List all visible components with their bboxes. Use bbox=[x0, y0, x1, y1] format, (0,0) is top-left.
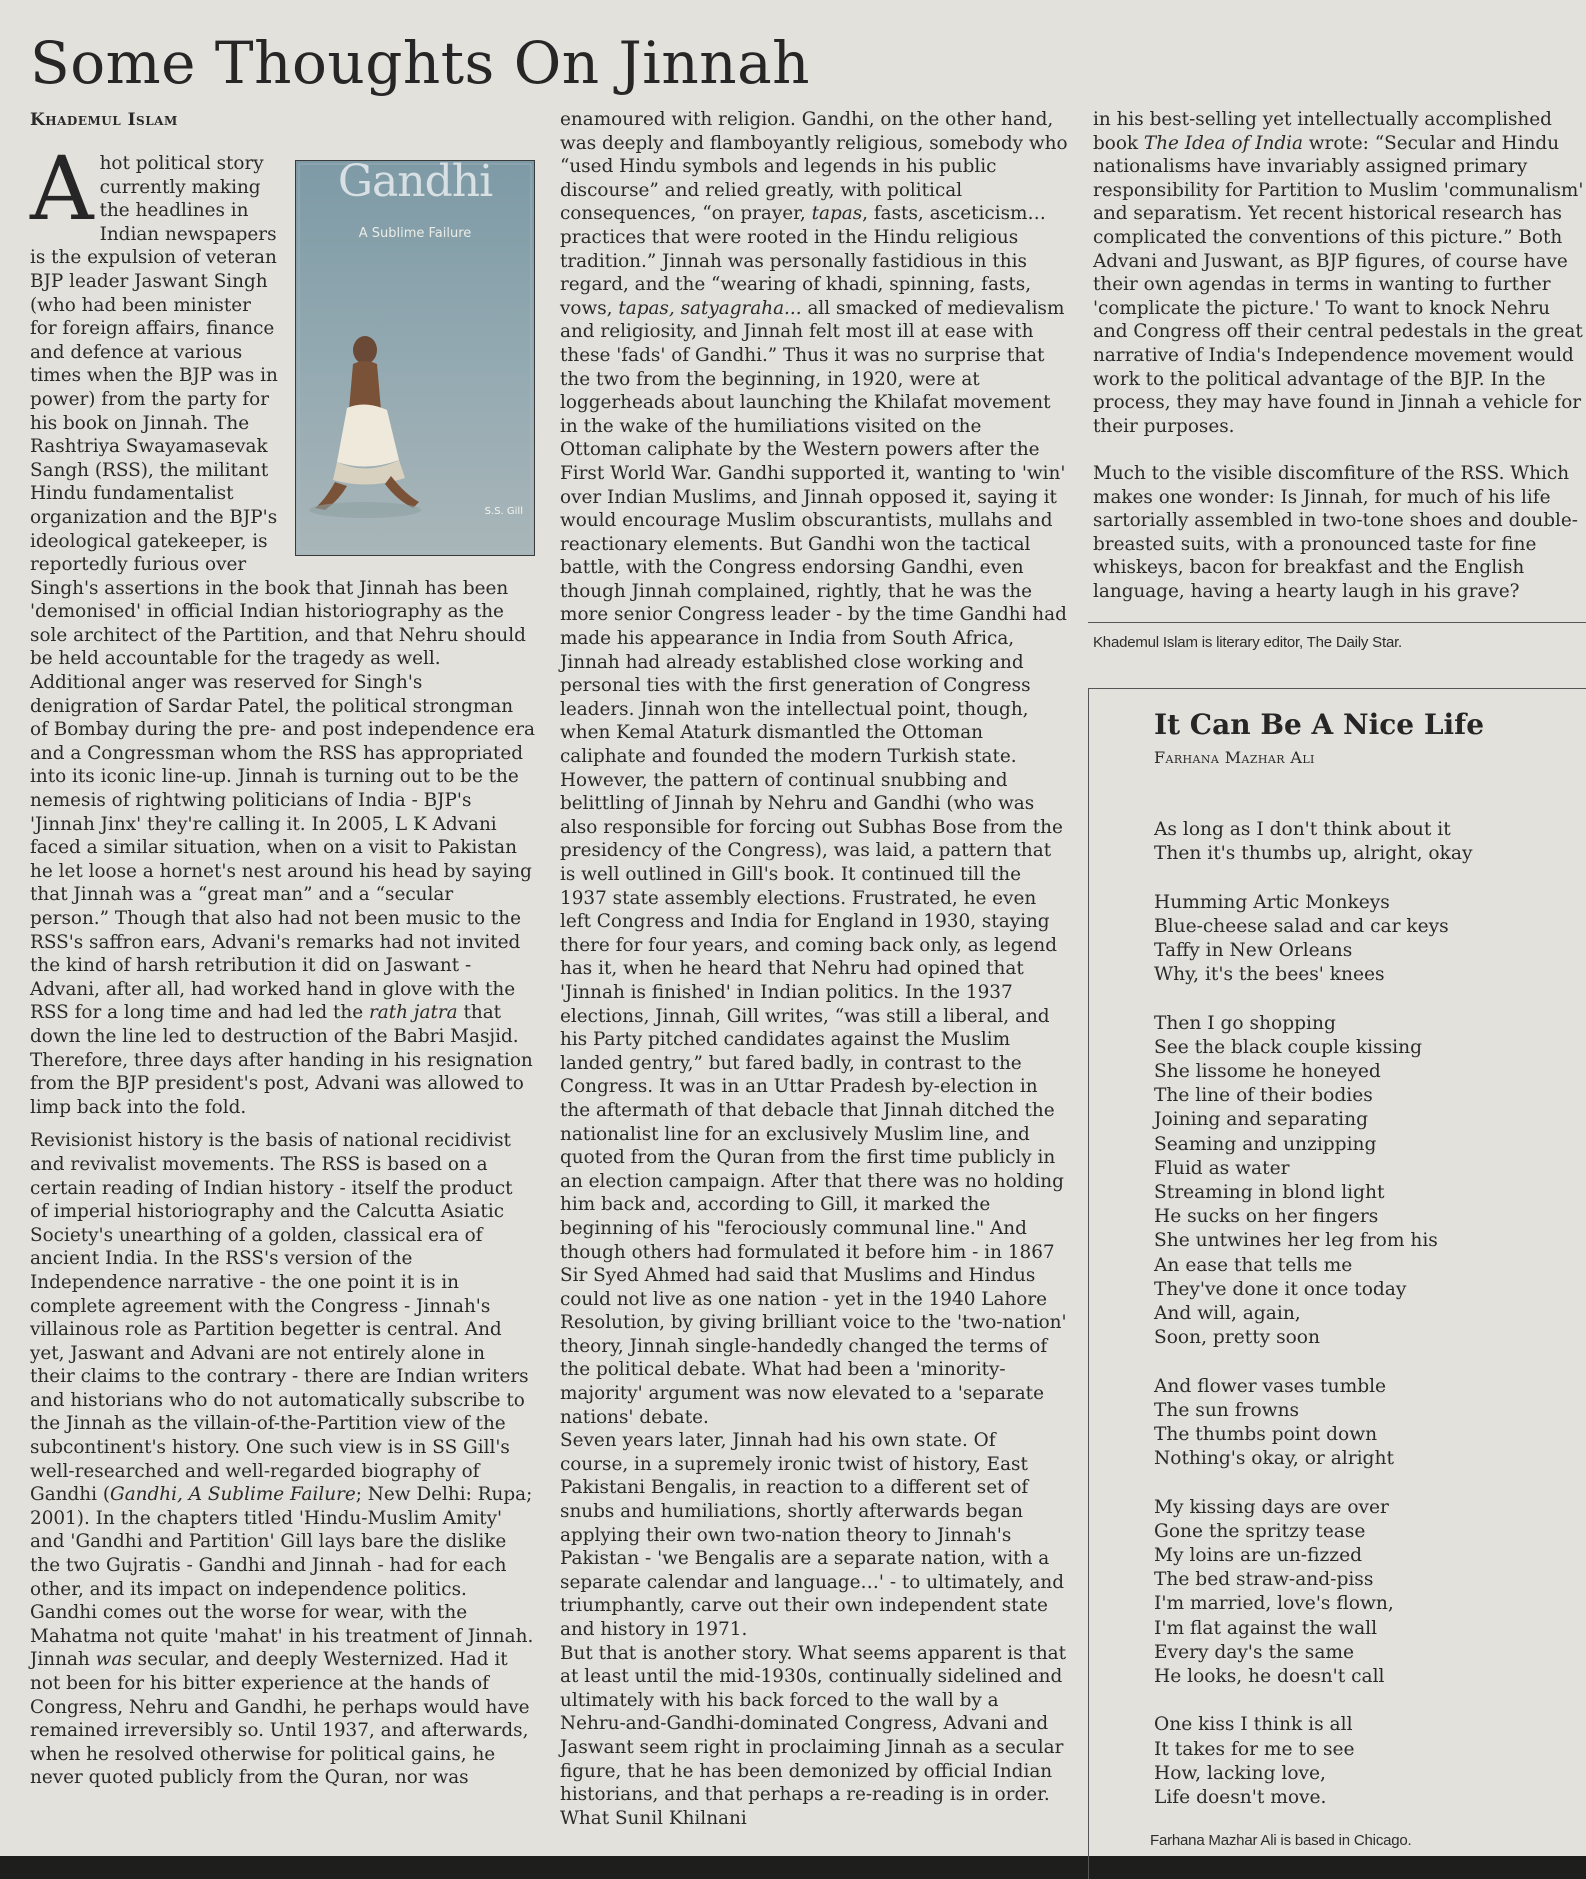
article-column-2 bbox=[560, 108, 1068, 1830]
poem-line: Taffy in New Orleans bbox=[1154, 940, 1353, 961]
article-paragraph: in his best-selling yet intellectually accomplished book The Idea of India wrote: “Secular and Hindu nationalisms have invariably assigned primary responsibility for Partition to Muslim 'communalism' and separatism. Yet recent historical research has complicated the conventions of this picture.” Both Advani and Juswant, as BJP figures, of course have their own agendas in terms in wanting to further 'complicate the picture.' To want to knock Nehru and Congress off their central pedestals in the great narrative of India's Independence movement would work to the political advantage of the BJP. In the process, they may have found in Jinnah a vehicle for their purposes. bbox=[1093, 109, 1584, 437]
poem-stanza bbox=[1154, 1496, 1574, 1690]
poem-line: My loins are un-fizzed bbox=[1154, 1545, 1362, 1567]
poem-line: The sun frowns bbox=[1154, 1399, 1300, 1421]
article-column-3 bbox=[1093, 108, 1586, 603]
poem-line: Fluid as water bbox=[1154, 1157, 1290, 1179]
book-cover-subtitle: A Sublime Failure bbox=[358, 226, 472, 241]
poem-line: And will, again, bbox=[1154, 1303, 1301, 1325]
article-byline: Khademul Islam bbox=[30, 110, 178, 130]
poem-line: How, lacking love, bbox=[1154, 1762, 1326, 1784]
poem-stanza bbox=[1154, 1012, 1574, 1351]
poem-line: An ease that tells me bbox=[1154, 1254, 1353, 1276]
poem-line: The thumbs point down bbox=[1154, 1424, 1378, 1446]
article-paragraph: Revisionist history is the basis of national recidivist and revivalist movements. The RSS is based on a certain reading of Indian history - itself the product of imperial historiography and the Calcutta Asiatic Society's unearthing of a golden, classical era of ancient India. In the RSS's version of the Independence narrative - the one point it is in complete agreement with the Congress - Jinnah's villainous role as Partition begetter is central. And yet, Jaswant and Advani are not entirely alone in their claims to the contrary - there are Indian writers and historians who do not automatically subscribe to the Jinnah as the villain-of-the-Partition view of the subcontinent's history. One such view is in SS Gill's well-researched and well-regarded biography of Gandhi (Gandhi, A Sublime Failure; New Delhi: Rupa; 2001). In the chapters titled 'Hindu-Muslim Amity' and 'Gandhi and Partition' Gill lays bare the dislike the two Gujratis - Gandhi and Jinnah - had for each other, and its impact on independence politics. Gandhi comes out the worse for wear, with the Mahatma not quite 'mahat' in his treatment of Jinnah. Jinnah was secular, and deeply Westernized. Had it not been for his bitter experience at the hands of Congress, Nehru and Gandhi, he perhaps would have remained irreversibly so. Until 1937, and afterwards, when he resolved otherwise for political gains, he never quoted publicly from the Quran, nor was bbox=[30, 1130, 534, 1789]
article-paragraph: enamoured with religion. Gandhi, on the other hand, was deeply and flamboyantly religious, somebody who “used Hindu symbols and legends in his public discourse” and relied greatly, with political consequences, “on prayer, tapas, fasts, asceticism…practices that were rooted in the Hindu religious tradition.” Jinnah was personally fastidious in this regard, and the “wearing of khadi, spinning, fasts, vows, tapas, satyagraha... all smacked of medievalism and religiosity, and Jinnah felt most ill at ease with these 'fads' of Gandhi.” Thus it was no surprise that the two from the beginning, in 1920, were at loggerheads about launching the Khilafat movement in the wake of the humiliations visited on the Ottoman caliphate by the Western powers after the First World War. Gandhi supported it, wanting to 'win' over Indian Muslims, and Jinnah opposed it, saying it would encourage Muslim obscurantists, mullahs and reactionary elements. But Gandhi won the tactical battle, with the Congress endorsing Gandhi, even though Jinnah complained, rightly, that he was the more senior Congress leader - by the time Gandhi had made his appearance in India from South Africa, Jinnah had already established close working and personal ties with the first generation of Congress leaders. Jinnah won the intellectual point, though, when Kemal Ataturk dismantled the Ottoman caliphate and founded the modern Turkish state. However, the pattern of continual snubbing and belittling of Jinnah by Nehru and Gandhi (who was also responsible for forcing out Subhas Bose from the presidency of the Congress), was laid, a pattern that is well outlined in Gill's book. It continued till the 1937 state assembly elections. Frustrated, he even left Congress and India for England in 1930, staying there for four years, and coming back only, as legend has it, when he heard that Nehru had opined that 'Jinnah is finished' in Indian politics. In the 1937 elections, Jinnah, Gill writes, “was still a liberal, and his Party pitched candidates against the Muslim landed gentry,” but fared badly, in contrast to the Congress. It was in an Uttar Pradesh by-election in the aftermath of that debacle that Jinnah ditched the nationalist line for an exclusively Muslim line, and quoted from the Quran from the first time publicly in an election campaign. After that there was no holding him back and, according to Gill, it marked the beginning of his "ferociously communal line." And though others had formulated it before him - in 1867 Sir Syed Ahmed had said that Muslims and Hindus could not live as one nation - yet in the 1940 Lahore Resolution, by giving brilliant voice to the 'two-nation' theory, Jinnah single-handedly changed the terms of the political debate. What had been a 'minority-majority' argument was now elevated to a 'separate nations' debate. bbox=[560, 109, 1068, 1428]
poet-note: Farhana Mazhar Ali is based in Chicago. bbox=[1150, 1832, 1412, 1849]
poem-line: Blue-cheese salad and car keys bbox=[1154, 915, 1449, 937]
drop-cap: A bbox=[30, 137, 94, 240]
poem-line: Why, it's the bees' knees bbox=[1154, 964, 1385, 986]
poem-line: Soon, pretty soon bbox=[1154, 1327, 1320, 1349]
poem-line: She lissome he honeyed bbox=[1154, 1061, 1381, 1082]
book-cover-author: S.S. Gill bbox=[484, 506, 523, 517]
poem-title: It Can Be A Nice Life bbox=[1154, 708, 1485, 741]
book-cover-image bbox=[295, 156, 535, 556]
poem-line: Gone the spritzy tease bbox=[1154, 1520, 1366, 1542]
poem-line: Life doesn't move. bbox=[1154, 1787, 1327, 1809]
poem-line: The bed straw-and-piss bbox=[1154, 1569, 1374, 1591]
poem-line: The line of their bodies bbox=[1154, 1085, 1373, 1107]
poem-line: They've done it once today bbox=[1154, 1278, 1407, 1300]
poem-line: She untwines her leg from his bbox=[1154, 1230, 1438, 1252]
poem-line: Every day's the same bbox=[1154, 1641, 1355, 1663]
poem-line: Then I go shopping bbox=[1154, 1012, 1336, 1034]
poem-line: As long as I don't think about it bbox=[1154, 819, 1451, 840]
gandhi-figure-illustration bbox=[295, 156, 535, 556]
poem-stanza bbox=[1154, 1375, 1574, 1472]
poem-line: He looks, he doesn't call bbox=[1154, 1666, 1385, 1688]
book-cover-title: Gandhi bbox=[337, 156, 493, 207]
article-paragraph: Seven years later, Jinnah had his own state. Of course, in a supremely ironic twist of history, East Pakistani Bengalis, in reaction to a different set of snubs and humiliations, shortly afterwards began applying their own two-nation theory to Jinnah's Pakistan - 'we Bengalis are a separate nation, with a separate calendar and language…' - to ultimately, and triumphantly, carve out their own independent state and history in 1971. bbox=[560, 1430, 1064, 1640]
poem-line: Then it's thumbs up, alright, okay bbox=[1154, 843, 1473, 865]
poem-line: Joining and separating bbox=[1154, 1109, 1368, 1131]
poem-line: He sucks on her fingers bbox=[1154, 1206, 1379, 1228]
poem-line: Streaming in blond light bbox=[1154, 1182, 1385, 1204]
poem-body bbox=[1154, 818, 1574, 1834]
poem-line: Humming Artic Monkeys bbox=[1154, 891, 1390, 913]
article-divider bbox=[1088, 622, 1586, 623]
poem-line: I'm married, love's flown, bbox=[1154, 1593, 1394, 1615]
article-column-1 bbox=[30, 137, 535, 1790]
poem-line: See the black couple kissing bbox=[1154, 1036, 1423, 1058]
poem-line: Seaming and unzipping bbox=[1154, 1133, 1377, 1155]
poem-line: Nothing's okay, or alright bbox=[1154, 1448, 1394, 1470]
article-paragraph: But that is another story. What seems apparent is that at least until the mid-1930s, continually sidelined and ultimately with his back forced to the wall by a Nehru-and-Gandhi-dominated Congress, Advani and Jaswant seem right in proclaiming Jinnah as a secular figure, that he has been demonized by official Indian historians, and that perhaps a re-reading is in order. What Sunil Khilnani bbox=[560, 1642, 1067, 1829]
poem-line: And flower vases tumble bbox=[1154, 1375, 1387, 1397]
article-paragraph: Much to the visible discomfiture of the RSS. Which makes one wonder: Is Jinnah, for much of his life sartorially assembled in two-tone shoes and double-breasted suits, with a pronounced taste for fine whiskeys, bacon for breakfast and the English language, having a hearty laugh in his grave? bbox=[1093, 462, 1579, 602]
poem-author: Farhana Mazhar Ali bbox=[1154, 748, 1315, 767]
poem-stanza bbox=[1154, 1713, 1574, 1810]
poem-stanza bbox=[1154, 818, 1574, 866]
article-paragraph: A hot political story currently making the headlines in Indian newspapers is the expulsion of veteran BJP leader Jaswant Singh (who had been minister for foreign affairs, finance and defence at various times when the BJP was in power) from the party for his book on Jinnah. The Rashtriya Swayamasevak Sangh (RSS), the militant Hindu fundamentalist organization and the BJP's ideological gatekeeper, is reportedly furious over Singh's assertions in the book that Jinnah has been 'demonised' in official Indian historiography as the sole architect of the Partition, and that Nehru should be held accountable for the tragedy as well. Additional anger was reserved for Singh's denigration of Sardar Patel, the political strongman of Bombay during the pre- and post independence era and a Congressman whom the RSS has appropriated into its iconic line-up. Jinnah is turning out to be the nemesis of rightwing politicians of India - BJP's 'Jinnah Jinx' they're calling it. In 2005, L K Advani faced a similar situation, when on a visit to Pakistan he let loose a hornet's nest around his head by saying that Jinnah was a “great man” and a “secular person.” Though that also had not been music to the RSS's saffron ears, Advani's remarks had not invited the kind of harsh retribution it did on Jaswant - Advani, after all, had worked hand in glove with the RSS for a long time and had led the rath jatra that down the line led to destruction of the Babri Masjid. Therefore, three days after handing in his resignation from the BJP president's post, Advani was allowed to limp back into the fold. bbox=[30, 137, 535, 1118]
poem-line: It takes for me to see bbox=[1154, 1738, 1355, 1760]
article-headline: Some Thoughts On Jinnah bbox=[30, 29, 810, 97]
poem-line: My kissing days are over bbox=[1154, 1496, 1389, 1518]
author-note: Khademul Islam is literary editor, The Daily Star. bbox=[1093, 634, 1403, 651]
poem-line: I'm flat against the wall bbox=[1154, 1617, 1378, 1639]
poem-line: One kiss I think is all bbox=[1154, 1714, 1353, 1736]
poem-stanza bbox=[1154, 891, 1574, 988]
